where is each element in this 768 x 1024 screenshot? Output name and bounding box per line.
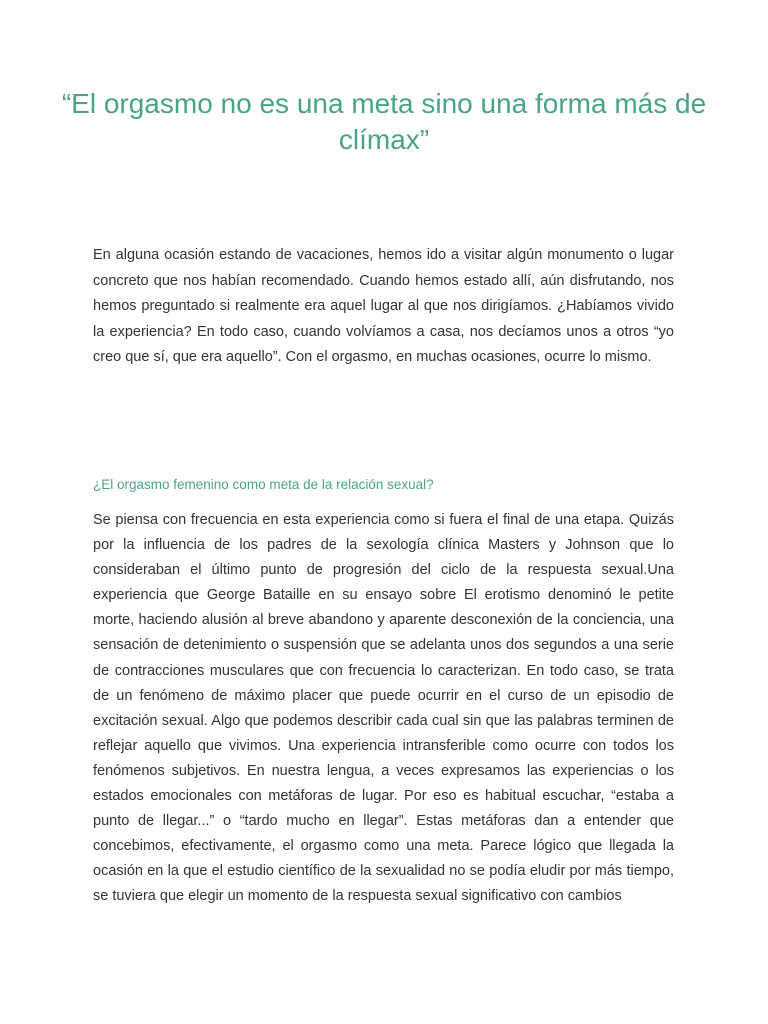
- document-title: “El orgasmo no es una meta sino una forma más de clímax”: [61, 88, 707, 155]
- section-paragraph: Se piensa con frecuencia en esta experiencia como si fuera el final de una etapa. Quizás por la influencia de los padres de la sexología clínica Masters y Johnson que lo consideraban el último punto de progresión del ciclo de la respuesta sexual.Una experiencia que George Bataille en su ensayo sobre El erotismo denominó le petite morte, haciendo alusión al breve abandono y aparente desconexión de la conciencia, una sensación de detenimiento o suspensión que se adelanta unos dos segundos a una serie de contracciones musculares que con frecuencia lo caracterizan. En todo caso, se trata de un fenómeno de máximo placer que puede ocurrir en el curso de un episodio de excitación sexual. Algo que podemos describir cada cual sin que las palabras terminen de reflejar aquello que vivimos. Una experiencia intransferible como ocurre con todos los fenómenos subjetivos. En nuestra lengua, a veces expresamos las experiencias o los estados emocionales con metáforas de lugar. Por eso es habitual escuchar, “estaba a punto de llegar...” o “tardo mucho en llegar”. Estas metáforas dan a entender que concebimos, efectivamente, el orgasmo como una meta. Parece lógico que llegada la ocasión en la que el estudio científico de la sexualidad no se podía eludir por más tiempo, se tuviera que elegir un momento de la respuesta sexual significativo con cambios: [93, 512, 674, 905]
- section-heading: ¿El orgasmo femenino como meta de la relación sexual?: [93, 477, 434, 492]
- intro-paragraph: En alguna ocasión estando de vacaciones, hemos ido a visitar algún monumento o lugar concreto que nos habían recomendado. Cuando hemos estado allí, aún disfrutando, nos hemos preguntado si realmente era aquel lugar al que nos dirigíamos. ¿Habíamos vivido la experiencia? En todo caso, cuando volvíamos a casa, nos decíamos unos a otros “yo creo que sí, que era aquello”. Con el orgasmo, en muchas ocasiones, ocurre lo mismo.: [93, 247, 674, 366]
